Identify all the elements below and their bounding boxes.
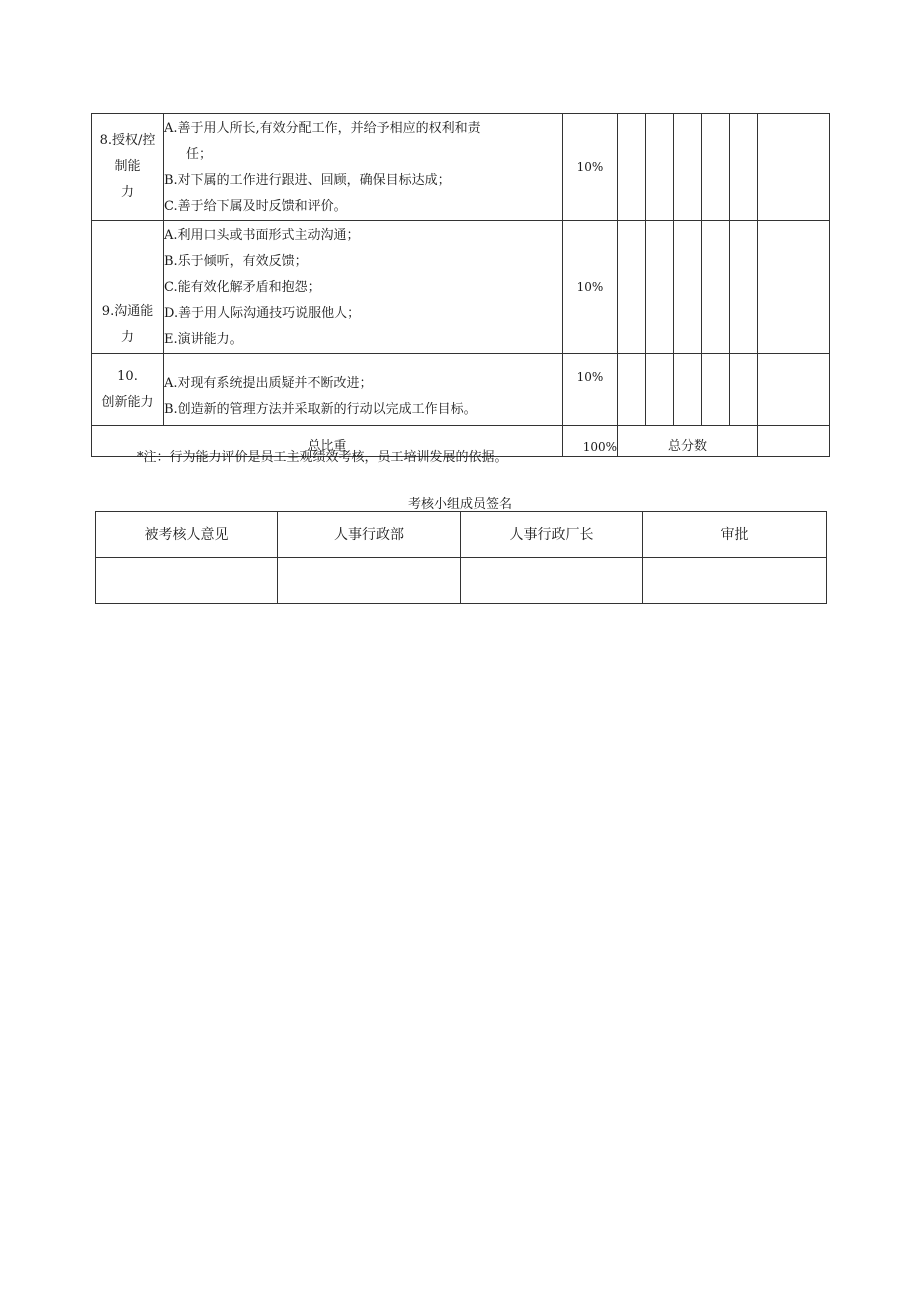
score-cell[interactable] — [618, 221, 646, 354]
weight-cell: 10% — [563, 114, 618, 221]
score-cell[interactable] — [674, 221, 702, 354]
description-line: A.对现有系统提出质疑并不断改进； — [164, 376, 373, 391]
description-line: A.善于用人所长,有效分配工作，并给予相应的权利和责 — [164, 121, 481, 136]
total-weight: 100% — [563, 426, 618, 457]
score-cell[interactable] — [618, 114, 646, 221]
description-cell — [164, 354, 563, 426]
table-row — [92, 354, 830, 426]
criterion-line: 力 — [120, 185, 134, 200]
signature-row — [96, 558, 827, 604]
signature-title: 考核小组成员签名 — [407, 497, 512, 512]
footnote: *注：行为能力评价是员工主观绩效考核，员工培训发展的依据。 — [137, 450, 508, 465]
score-cell[interactable] — [758, 114, 830, 221]
score-cell[interactable] — [646, 354, 674, 426]
signature-cell[interactable] — [278, 558, 461, 604]
signature-header-row — [96, 512, 827, 558]
table-row — [92, 221, 830, 354]
criterion-cell — [92, 114, 164, 221]
description-line: A.利用口头或书面形式主动沟通； — [164, 228, 360, 243]
criterion-line: 创新能力 — [101, 394, 154, 410]
total-score-cell[interactable] — [758, 426, 830, 457]
score-cell[interactable] — [674, 354, 702, 426]
criterion-line: 9.沟通能 — [101, 304, 154, 319]
score-cell[interactable] — [758, 354, 830, 426]
signature-header: 审批 — [643, 512, 827, 558]
description-line: B.乐于倾听，有效反馈； — [164, 254, 308, 269]
score-cell[interactable] — [702, 354, 730, 426]
score-cell[interactable] — [646, 114, 674, 221]
signature-header: 人事行政厂长 — [461, 512, 643, 558]
description-line: D.善于用人际沟通技巧说服他人； — [164, 306, 361, 321]
total-score-label: 总分数 — [618, 426, 758, 457]
score-cell[interactable] — [702, 114, 730, 221]
score-cell[interactable] — [646, 221, 674, 354]
criterion-line: 8.授权/控 — [99, 133, 156, 148]
signature-header: 人事行政部 — [278, 512, 461, 558]
signature-header: 被考核人意见 — [96, 512, 278, 558]
criterion-line: 制能 — [114, 159, 141, 174]
score-cell[interactable] — [730, 354, 758, 426]
score-cell[interactable] — [702, 221, 730, 354]
criterion-line: 力 — [120, 330, 134, 345]
criterion-cell — [92, 221, 164, 354]
description-line: B.创造新的管理方法并采取新的行动以完成工作目标。 — [164, 402, 477, 417]
signature-cell[interactable] — [96, 558, 278, 604]
score-cell[interactable] — [730, 114, 758, 221]
table-row — [92, 114, 830, 221]
signature-cell[interactable] — [461, 558, 643, 604]
score-cell[interactable] — [674, 114, 702, 221]
description-cell — [164, 221, 563, 354]
signature-cell[interactable] — [643, 558, 827, 604]
description-line: C.善于给下属及时反馈和评价。 — [164, 199, 347, 214]
evaluation-table — [91, 113, 830, 457]
signature-table — [95, 511, 827, 604]
description-cell — [164, 114, 563, 221]
score-cell[interactable] — [618, 354, 646, 426]
description-line: E.演讲能力。 — [164, 332, 243, 347]
description-line: B.对下属的工作进行跟进、回顾，确保目标达成； — [164, 173, 451, 188]
total-label: 总比重 — [92, 426, 563, 457]
score-cell[interactable] — [758, 221, 830, 354]
description-line: 任； — [186, 147, 213, 162]
description-line: C.能有效化解矛盾和抱怨； — [164, 280, 321, 295]
criterion-cell — [92, 354, 164, 426]
criterion-line: 10. — [117, 368, 138, 384]
weight-cell: 10% — [563, 354, 618, 426]
weight-cell: 10% — [563, 221, 618, 354]
score-cell[interactable] — [730, 221, 758, 354]
